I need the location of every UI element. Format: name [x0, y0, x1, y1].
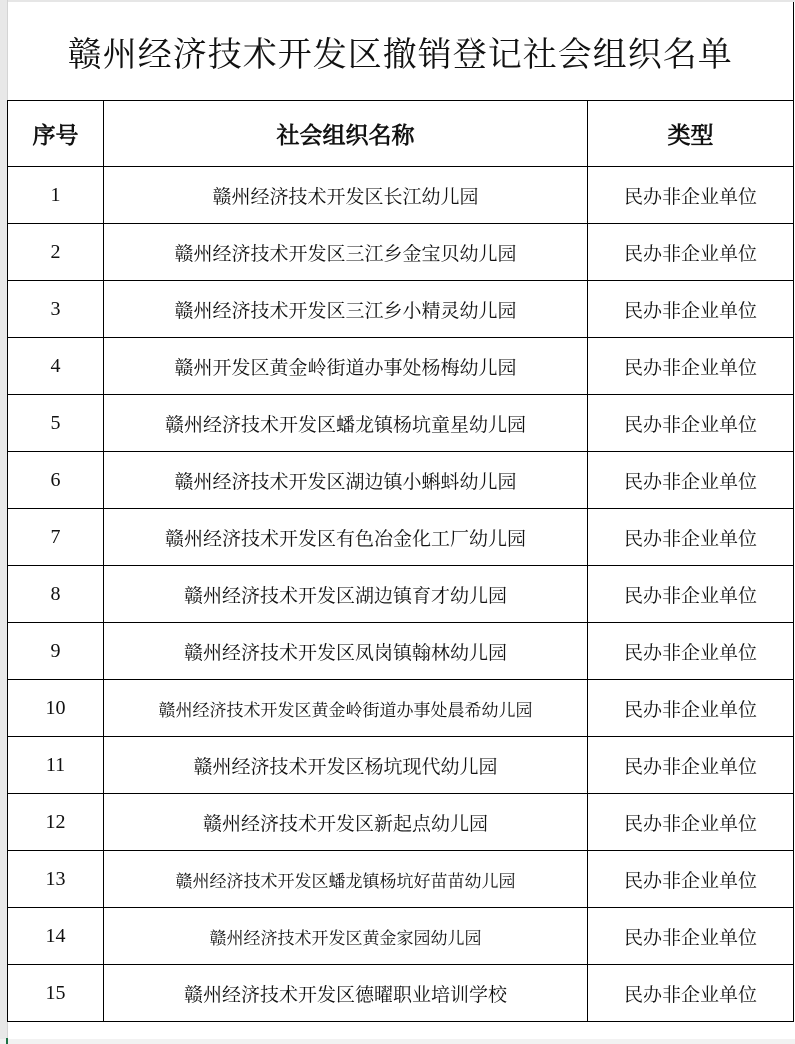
cell-type[interactable]: 民办非企业单位 [588, 680, 794, 737]
cell-index[interactable]: 11 [8, 737, 104, 794]
cell-type[interactable]: 民办非企业单位 [588, 794, 794, 851]
cell-index[interactable]: 5 [8, 395, 104, 452]
cell-index[interactable]: 9 [8, 623, 104, 680]
cell-name[interactable]: 赣州经济技术开发区湖边镇小蝌蚪幼儿园 [104, 452, 588, 509]
cell-name[interactable]: 赣州经济技术开发区德曜职业培训学校 [104, 965, 588, 1022]
cell-type[interactable]: 民办非企业单位 [588, 851, 794, 908]
table-row [8, 338, 794, 395]
cell-type[interactable]: 民办非企业单位 [588, 281, 794, 338]
selection-marker [6, 1038, 8, 1044]
table-row [8, 167, 794, 224]
cell-type[interactable]: 民办非企业单位 [588, 566, 794, 623]
cell-index[interactable]: 2 [8, 224, 104, 281]
cell-type[interactable]: 民办非企业单位 [588, 452, 794, 509]
cell-index[interactable]: 8 [8, 566, 104, 623]
cell-name[interactable]: 赣州经济技术开发区黄金家园幼儿园 [104, 908, 588, 965]
cell-type[interactable]: 民办非企业单位 [588, 167, 794, 224]
cell-name[interactable]: 赣州经济技术开发区黄金岭街道办事处晨希幼儿园 [104, 680, 588, 737]
cell-name[interactable]: 赣州开发区黄金岭街道办事处杨梅幼儿园 [104, 338, 588, 395]
cell-name[interactable]: 赣州经济技术开发区杨坑现代幼儿园 [104, 737, 588, 794]
cell-type[interactable]: 民办非企业单位 [588, 623, 794, 680]
title-row [8, 2, 794, 101]
table-row [8, 452, 794, 509]
table-row [8, 908, 794, 965]
cell-index[interactable]: 12 [8, 794, 104, 851]
organization-table [7, 2, 794, 1022]
table-row [8, 623, 794, 680]
sheet-bottom-edge [0, 1039, 795, 1044]
cell-type[interactable]: 民办非企业单位 [588, 908, 794, 965]
table-row [8, 281, 794, 338]
table-row [8, 395, 794, 452]
cell-index[interactable]: 10 [8, 680, 104, 737]
cell-name[interactable]: 赣州经济技术开发区湖边镇育才幼儿园 [104, 566, 588, 623]
cell-name[interactable]: 赣州经济技术开发区有色冶金化工厂幼儿园 [104, 509, 588, 566]
spreadsheet [7, 2, 793, 1022]
cell-type[interactable]: 民办非企业单位 [588, 509, 794, 566]
table-row [8, 794, 794, 851]
cell-index[interactable]: 6 [8, 452, 104, 509]
table-row [8, 965, 794, 1022]
cell-type[interactable]: 民办非企业单位 [588, 224, 794, 281]
cell-index[interactable]: 15 [8, 965, 104, 1022]
cell-name[interactable]: 赣州经济技术开发区蟠龙镇杨坑童星幼儿园 [104, 395, 588, 452]
table-row [8, 737, 794, 794]
table-row [8, 224, 794, 281]
cell-index[interactable]: 1 [8, 167, 104, 224]
cell-name[interactable]: 赣州经济技术开发区长江幼儿园 [104, 167, 588, 224]
header-row [8, 101, 794, 167]
header-type[interactable]: 类型 [588, 101, 794, 167]
header-index[interactable]: 序号 [8, 101, 104, 167]
table-row [8, 509, 794, 566]
cell-type[interactable]: 民办非企业单位 [588, 395, 794, 452]
cell-index[interactable]: 14 [8, 908, 104, 965]
cell-name[interactable]: 赣州经济技术开发区凤岗镇翰林幼儿园 [104, 623, 588, 680]
cell-name[interactable]: 赣州经济技术开发区新起点幼儿园 [104, 794, 588, 851]
cell-name[interactable]: 赣州经济技术开发区三江乡金宝贝幼儿园 [104, 224, 588, 281]
header-name[interactable]: 社会组织名称 [104, 101, 588, 167]
cell-type[interactable]: 民办非企业单位 [588, 737, 794, 794]
table-row [8, 851, 794, 908]
cell-name[interactable]: 赣州经济技术开发区蟠龙镇杨坑好苗苗幼儿园 [104, 851, 588, 908]
cell-type[interactable]: 民办非企业单位 [588, 965, 794, 1022]
cell-type[interactable]: 民办非企业单位 [588, 338, 794, 395]
table-row [8, 680, 794, 737]
cell-index[interactable]: 4 [8, 338, 104, 395]
table-row [8, 566, 794, 623]
page-title[interactable]: 赣州经济技术开发区撤销登记社会组织名单 [8, 2, 794, 101]
cell-index[interactable]: 13 [8, 851, 104, 908]
cell-index[interactable]: 7 [8, 509, 104, 566]
cell-index[interactable]: 3 [8, 281, 104, 338]
cell-name[interactable]: 赣州经济技术开发区三江乡小精灵幼儿园 [104, 281, 588, 338]
